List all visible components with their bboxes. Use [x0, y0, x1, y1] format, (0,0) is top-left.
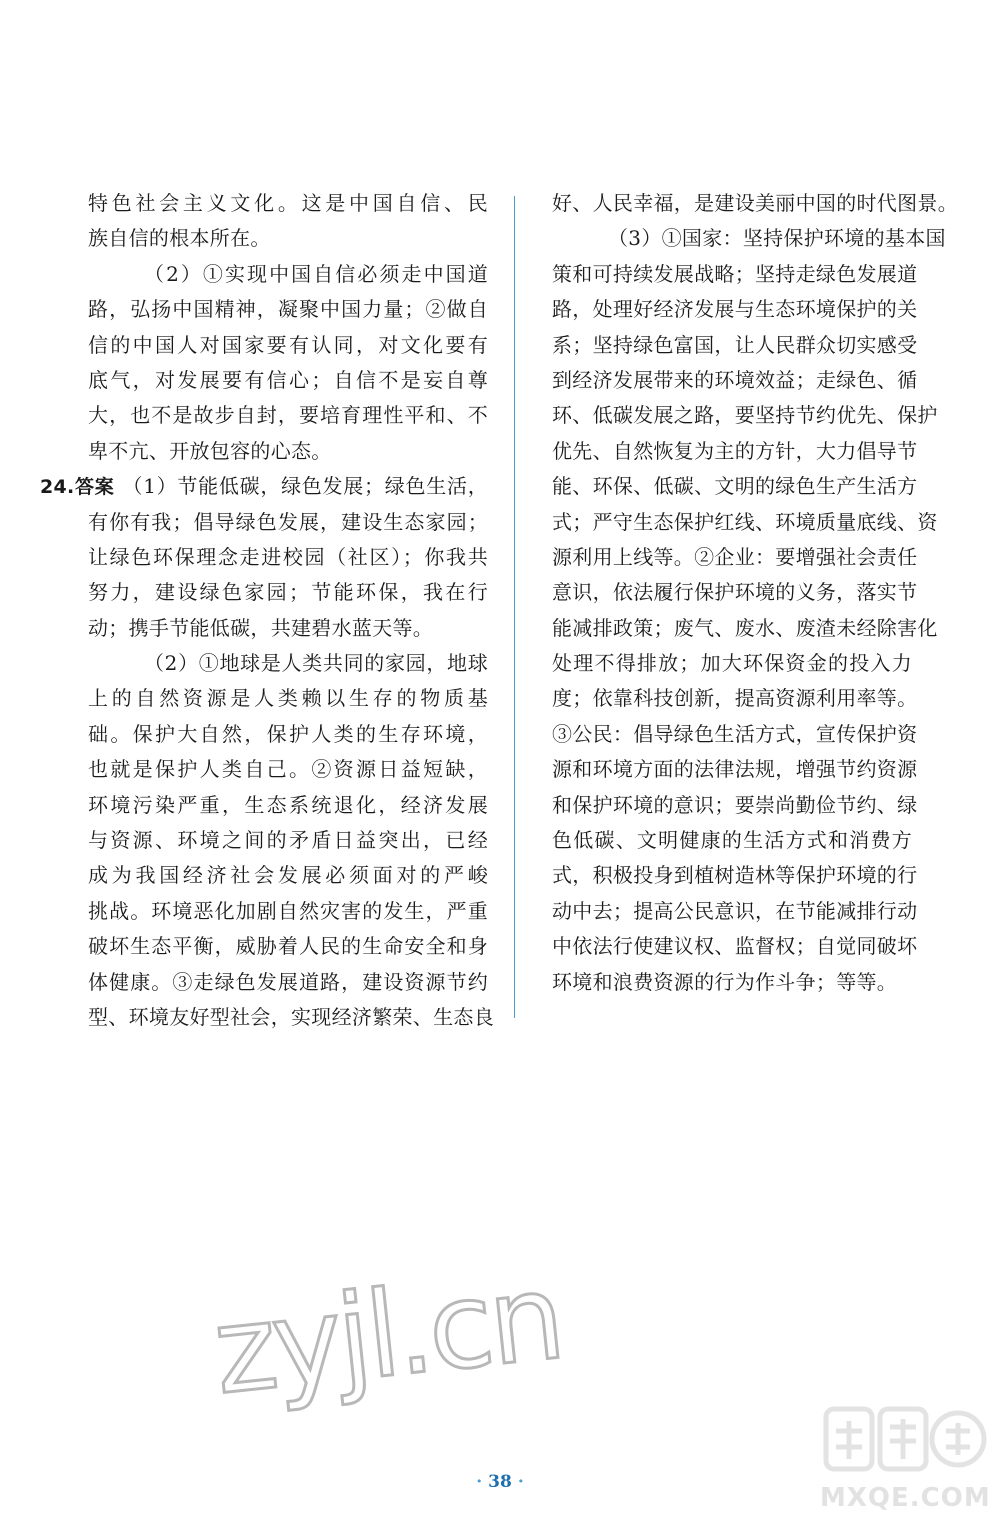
- text-line: 式，积极投身到植树造林等保护环境的行: [552, 863, 918, 888]
- text-line: 优先、自然恢复为主的方针，大力倡导节: [552, 438, 918, 463]
- text-line: 环境和浪费资源的行为作斗争；等等。: [552, 969, 898, 994]
- answer-part2-block: [88, 646, 494, 1035]
- text-line: 底气，对发展要有信心；自信不是妄自尊: [88, 367, 488, 392]
- text-line: 中依法行使建议权、监督权；自觉同破坏: [552, 934, 918, 959]
- logo-brand-text: MXQE.COM: [820, 1483, 991, 1513]
- left-column: [40, 186, 494, 1035]
- right-text-block: [552, 186, 958, 1000]
- text-line: 卑不亢、开放包容的心态。: [88, 438, 332, 463]
- answer-label: 答案: [74, 476, 115, 499]
- text-line: 能减排政策；废气、废水、废渣未经除害化: [552, 615, 938, 640]
- text-line: 系；坚持绿色富国，让人民群众切实感受: [552, 332, 918, 357]
- question-number: 24.: [40, 476, 75, 499]
- text-line: （2）①地球是人类共同的家园，地球: [144, 651, 488, 676]
- answer-line: （1）节能低碳，绿色发展；绿色生活，: [122, 474, 488, 499]
- text-line: 信的中国人对国家要有认同，对文化要有: [88, 332, 488, 357]
- left-text-block: [88, 186, 488, 469]
- answer-line: 动；携手节能低碳，共建碧水蓝天等。: [88, 615, 434, 640]
- text-line: 环、低碳发展之路，要坚持节约优先、保护: [552, 403, 938, 428]
- text-line: （2）①实现中国自信必须走中国道: [144, 261, 488, 286]
- text-line: 破坏生态平衡，威胁着人民的生命安全和身: [88, 934, 488, 959]
- text-line: 大，也不是故步自封，要培育理性平和、不: [88, 403, 488, 428]
- text-line: 环境污染严重，生态系统退化，经济发展: [88, 792, 488, 817]
- text-line: 色低碳、文明健康的生活方式和消费方: [552, 828, 912, 853]
- right-column: [552, 186, 958, 1000]
- text-line: 源和环境方面的法律法规，增强节约资源: [552, 757, 918, 782]
- text-line: 挑战。环境恶化加剧自然灾害的发生，严重: [88, 898, 488, 923]
- text-line: 路，处理好经济发展与生态环境保护的关: [552, 297, 918, 322]
- text-line: 动中去；提高公民意识，在节能减排行动: [552, 898, 918, 923]
- text-line: 础。保护大自然，保护人类的生存环境，: [88, 721, 488, 746]
- text-line: 体健康。③走绿色发展道路，建设资源节约: [88, 969, 488, 994]
- text-line: 度；依靠科技创新，提高资源利用率等。: [552, 686, 918, 711]
- text-line: 处理不得排放；加大环保资金的投入力: [552, 651, 912, 676]
- text-line: 成为我国经济社会发展必须面对的严峻: [88, 863, 488, 888]
- text-line: 意识，依法履行保护环境的义务，落实节: [552, 580, 918, 605]
- text-line: 型、环境友好型社会，实现经济繁荣、生态良: [88, 1004, 494, 1029]
- question-24-first-line: [40, 469, 488, 504]
- answer-line: 让绿色环保理念走进校园（社区）；你我共: [88, 544, 488, 569]
- text-line: 策和可持续发展战略；坚持走绿色发展道: [552, 261, 918, 286]
- text-line: 源利用上线等。②企业：要增强社会责任: [552, 544, 918, 569]
- text-line: 族自信的根本所在。: [88, 226, 271, 251]
- text-line: 上的自然资源是人类赖以生存的物质基: [88, 686, 488, 711]
- answer-line: 有你有我；倡导绿色发展，建设生态家园；: [88, 509, 488, 534]
- watermark-text: zyjl.cn: [207, 1247, 567, 1421]
- text-line: 好、人民幸福，是建设美丽中国的时代图景。: [552, 191, 958, 215]
- text-line: 路，弘扬中国精神，凝聚中国力量；②做自: [88, 297, 488, 322]
- text-line: ③公民：倡导绿色生活方式，宣传保护资: [552, 721, 918, 746]
- column-divider: [514, 196, 515, 1018]
- page-number: · 38 ·: [476, 1472, 524, 1492]
- text-line: 特色社会主义文化。这是中国自信、民: [88, 191, 488, 215]
- page-number-value: 38: [488, 1472, 512, 1492]
- text-line: 到经济发展带来的环境效益；走绿色、循: [552, 367, 918, 392]
- text-line: 与资源、环境之间的矛盾日益突出，已经: [88, 828, 488, 853]
- logo-mark-icon: [822, 1401, 988, 1479]
- answer-line: 努力，建设绿色家园；节能环保，我在行: [88, 580, 488, 605]
- text-line: 式；严守生态保护红线、环境质量底线、资: [552, 509, 938, 534]
- text-line: （3）①国家：坚持保护环境的基本国: [608, 226, 946, 251]
- text-line: 和保护环境的意识；要崇尚勤俭节约、绿: [552, 792, 918, 817]
- text-line: 也就是保护人类自己。②资源日益短缺，: [88, 757, 488, 782]
- text-line: 能、环保、低碳、文明的绿色生产生活方: [552, 474, 918, 499]
- site-logo: [820, 1395, 990, 1515]
